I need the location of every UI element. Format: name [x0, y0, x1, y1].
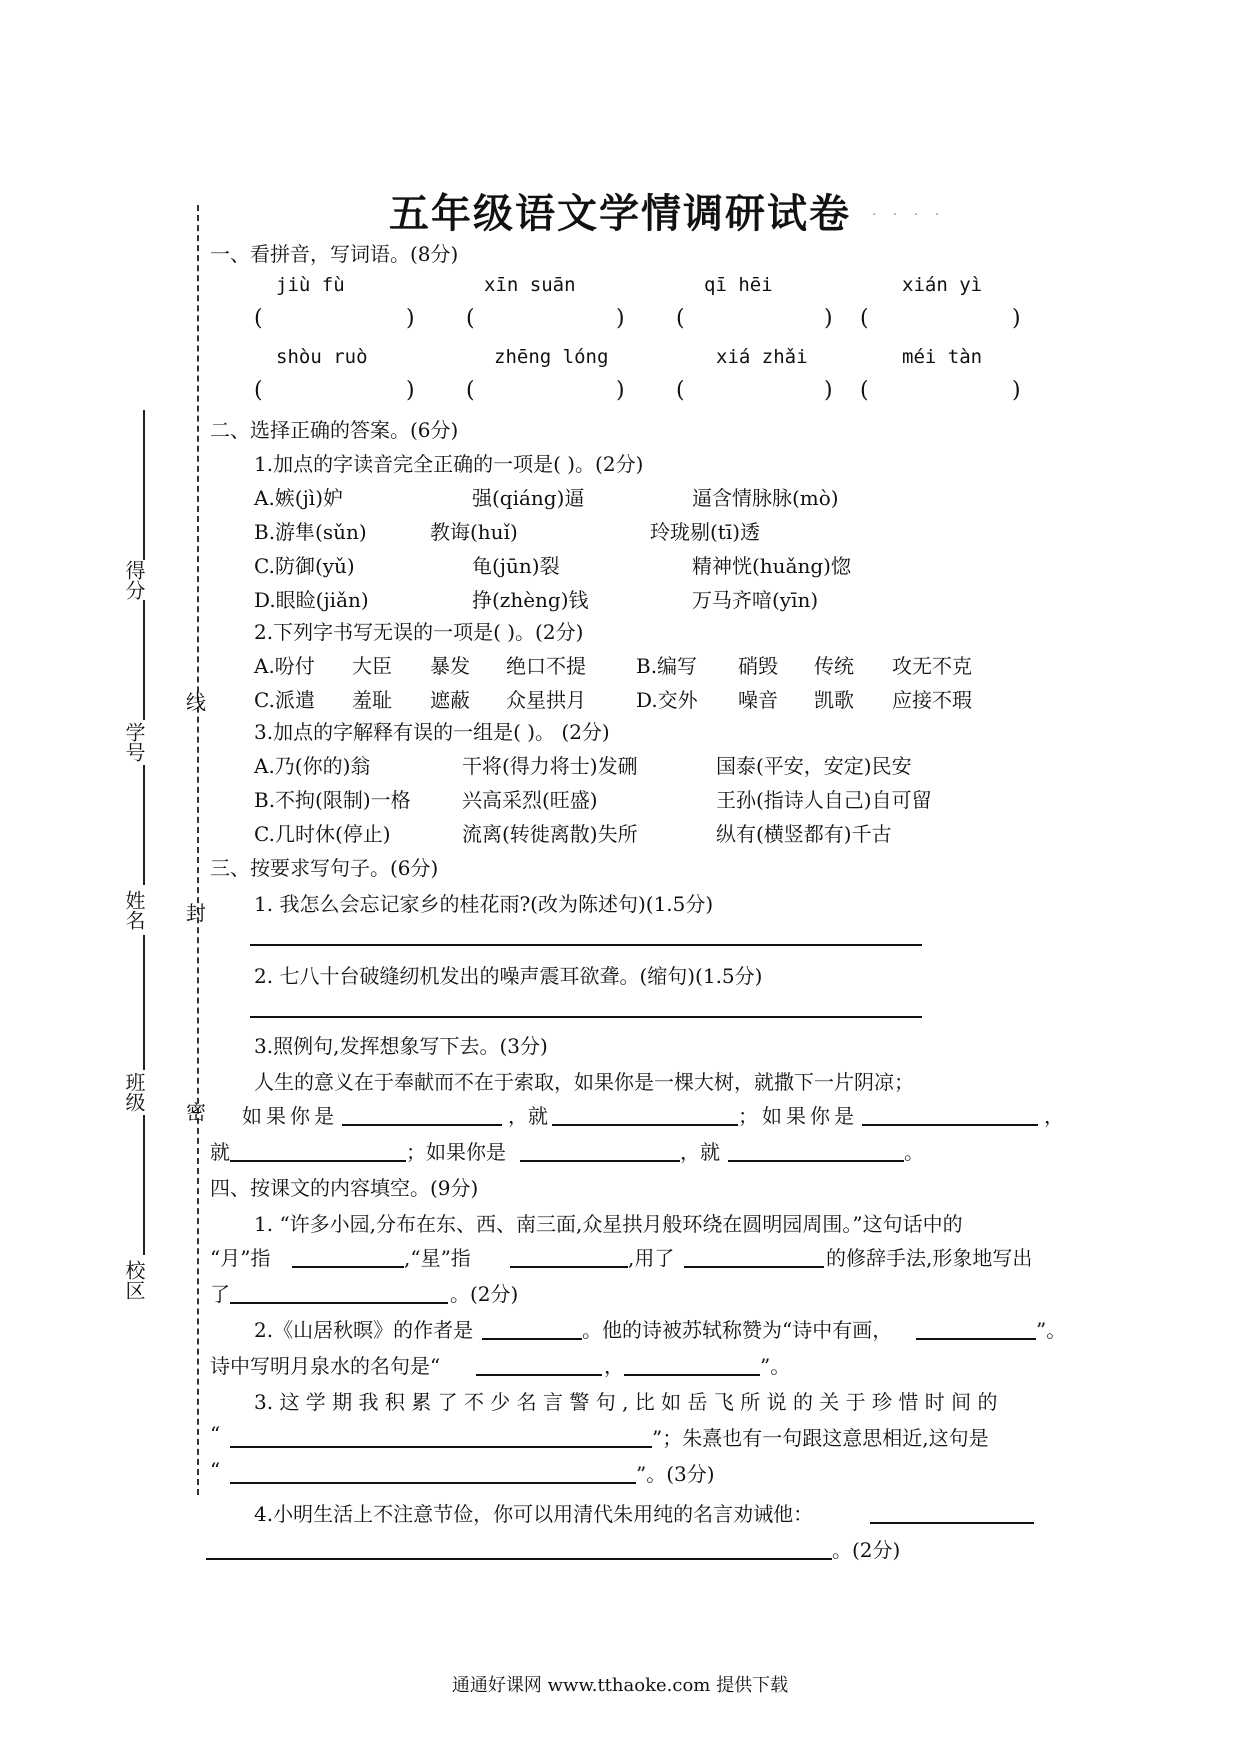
- option-text: 精神恍(huǎng)惚: [692, 554, 851, 578]
- seal-feng-char: 封: [186, 901, 206, 925]
- option-text: D.眼睑(jiǎn): [254, 588, 369, 612]
- answer-paren-close: ): [824, 306, 833, 331]
- side-label-student-no: 学号: [122, 722, 146, 762]
- option-text: 王孙(指诗人自己)自可留: [716, 788, 932, 812]
- option-word: B.编写: [636, 654, 698, 678]
- option-text: 玲珑剔(tī)透: [650, 520, 761, 544]
- example-sentence: 人生的意义在于奉献而不在于索取，如果你是一棵大树，就撒下一片阴凉；: [254, 1070, 914, 1094]
- option-text: 国泰(平安，安定)民安: [716, 754, 912, 778]
- fill-text: 如果你是: [242, 1104, 338, 1128]
- fill-blank: [206, 1558, 832, 1560]
- option-word: 暴发: [430, 654, 470, 678]
- option-text: 兴高采烈(旺盛): [462, 788, 598, 812]
- fill-blank: [476, 1374, 602, 1376]
- pinyin: jiù fù: [276, 274, 345, 296]
- side-label-class: 班级: [122, 1072, 146, 1112]
- fill-text: ，就: [508, 1104, 548, 1128]
- answer-line-3-2: [250, 1016, 922, 1018]
- fill-text: “: [210, 1422, 221, 1446]
- fill-text: 。: [904, 1140, 924, 1164]
- fill-blank: [728, 1160, 904, 1162]
- answer-paren-close: ): [824, 378, 833, 403]
- fill-blank: [510, 1266, 628, 1268]
- option-text: 挣(zhèng)钱: [472, 588, 589, 612]
- fill-blank: [624, 1374, 760, 1376]
- option-text: C.防御(yǔ): [254, 554, 355, 578]
- option-word: 噪音: [738, 688, 778, 712]
- question-3-1: 1. 我怎么会忘记家乡的桂花雨?(改为陈述句)(1.5分): [254, 892, 714, 916]
- fill-text: “月”指: [210, 1246, 271, 1270]
- page-title: 五年级语文学情调研试卷: [389, 190, 851, 237]
- question-2-1: 1.加点的字读音完全正确的一项是( )。(2分): [254, 452, 644, 476]
- option-word: C.派遣: [254, 688, 315, 712]
- answer-paren-close: ): [616, 306, 625, 331]
- answer-paren-open: (: [676, 306, 685, 331]
- pinyin: xiá zhǎi: [716, 346, 808, 368]
- question-3-3: 3.照例句,发挥想象写下去。(3分): [254, 1034, 548, 1058]
- fill-text: ”。: [760, 1354, 791, 1378]
- fill-text: 的修辞手法,形象地写出: [826, 1246, 1033, 1270]
- question-4-4: 4.小明生活上不注意节俭，你可以用清代朱用纯的名言劝诫他：: [254, 1502, 814, 1526]
- score-blank: [143, 410, 145, 560]
- option-word: 绝口不提: [506, 654, 586, 678]
- answer-paren-open: (: [860, 306, 869, 331]
- option-word: 攻无不克: [892, 654, 972, 678]
- fill-blank: [862, 1124, 1038, 1126]
- option-text: 逼含情脉脉(mò): [692, 486, 839, 510]
- answer-paren-open: (: [860, 378, 869, 403]
- question-2-3: 3.加点的字解释有误的一组是( )。 (2分): [254, 720, 610, 744]
- class-blank: [143, 935, 145, 1070]
- fill-blank: [230, 1160, 406, 1162]
- pinyin: méi tàn: [902, 346, 983, 368]
- pinyin: shòu ruò: [276, 346, 368, 368]
- fill-text: 了: [210, 1282, 230, 1306]
- fill-text: ；如果你是: [406, 1140, 506, 1164]
- answer-paren-open: (: [254, 378, 263, 403]
- fill-text: 。(2分): [832, 1538, 901, 1562]
- answer-paren-close: ): [616, 378, 625, 403]
- section-3-heading: 三、按要求写句子。(6分): [210, 856, 439, 880]
- pinyin: xīn suān: [484, 274, 576, 296]
- fill-text: ,“星”指: [404, 1246, 471, 1270]
- answer-paren-close: ): [406, 378, 415, 403]
- section-4-heading: 四、按课文的内容填空。(9分): [210, 1176, 479, 1200]
- option-text: 龟(jūn)裂: [472, 554, 560, 578]
- fill-text: ”；朱熹也有一句跟这意思相近,这句是: [652, 1426, 989, 1450]
- title-dots: · · · ·: [872, 207, 946, 223]
- fill-text: ”。(3分): [636, 1462, 715, 1486]
- name-blank: [143, 765, 145, 885]
- fill-text: ,用了: [628, 1246, 675, 1270]
- binding-dashed-line: [197, 205, 199, 1495]
- fill-blank: [552, 1124, 738, 1126]
- option-word: A.吩付: [254, 654, 315, 678]
- option-text: 强(qiáng)逼: [472, 486, 585, 510]
- campus-blank: [143, 1115, 145, 1255]
- fill-text: ；如果你是: [738, 1104, 858, 1128]
- fill-text: 2.《山居秋暝》的作者是: [254, 1318, 474, 1342]
- seal-mi-char: 密: [186, 1100, 206, 1124]
- answer-paren-open: (: [466, 306, 475, 331]
- fill-text: 就: [210, 1140, 230, 1164]
- fill-text: “: [210, 1458, 221, 1482]
- option-text: B.不拘(限制)一格: [254, 788, 411, 812]
- answer-paren-open: (: [466, 378, 475, 403]
- fill-text: 。(2分): [450, 1282, 519, 1306]
- pinyin: zhēng lóng: [494, 346, 609, 368]
- answer-paren-close: ): [1012, 306, 1021, 331]
- option-word: 硝毁: [738, 654, 778, 678]
- section-2-heading: 二、选择正确的答案。(6分): [210, 418, 459, 442]
- fill-blank: [230, 1302, 448, 1304]
- fill-blank: [230, 1482, 636, 1484]
- fill-text: ，: [604, 1354, 624, 1378]
- option-text: 干将(得力将士)发硎: [462, 754, 638, 778]
- side-label-score: 得分: [122, 560, 146, 600]
- pinyin: xián yì: [902, 274, 983, 296]
- option-word: 羞耻: [352, 688, 392, 712]
- answer-paren-close: ): [1012, 378, 1021, 403]
- fill-blank: [482, 1338, 582, 1340]
- student-no-blank: [143, 600, 145, 720]
- footer-source: 通通好课网 www.tthaoke.com 提供下载: [451, 1675, 789, 1696]
- fill-blank: [684, 1266, 824, 1268]
- seal-line-char: 线: [186, 690, 206, 714]
- fill-blank: [230, 1446, 652, 1448]
- option-text: 纵有(横竖都有)千古: [716, 822, 892, 846]
- answer-paren-close: ): [406, 306, 415, 331]
- option-word: 众星拱月: [506, 688, 586, 712]
- fill-blank: [342, 1124, 502, 1126]
- side-label-campus: 校区: [122, 1260, 146, 1300]
- option-word: 遮蔽: [430, 688, 470, 712]
- option-text: 流离(转徙离散)失所: [462, 822, 638, 846]
- fill-blank: [916, 1338, 1036, 1340]
- fill-blank: [520, 1160, 680, 1162]
- question-4-1: 1. “许多小园,分布在东、西、南三面,众星拱月般环绕在圆明园周围。”这句话中的: [254, 1212, 963, 1236]
- answer-line-3-1: [250, 944, 922, 946]
- option-text: 万马齐喑(yīn): [692, 588, 819, 612]
- option-word: 大臣: [352, 654, 392, 678]
- fill-text: 。他的诗被苏轼称赞为“诗中有画，: [582, 1318, 893, 1342]
- option-word: D.交外: [636, 688, 698, 712]
- answer-paren-open: (: [676, 378, 685, 403]
- question-2-2: 2.下列字书写无误的一项是( )。(2分): [254, 620, 584, 644]
- section-1-heading: 一、看拼音，写词语。(8分): [210, 242, 459, 266]
- option-word: 传统: [814, 654, 854, 678]
- option-word: 凯歌: [814, 688, 854, 712]
- option-text: A.乃(你的)翁: [254, 754, 371, 778]
- option-text: B.游隼(sǔn): [254, 520, 367, 544]
- option-word: 应接不瑕: [892, 688, 972, 712]
- fill-text: ”。: [1036, 1318, 1067, 1342]
- question-4-3: 3. 这 学 期 我 积 累 了 不 少 名 言 警 句 , 比 如 岳 飞 所 说 的 关 于 珍 惜 时 间 的: [254, 1390, 998, 1414]
- fill-blank: [292, 1266, 404, 1268]
- fill-text: ，就: [680, 1140, 720, 1164]
- question-3-2: 2. 七八十台破缝纫机发出的噪声震耳欲聋。(缩句)(1.5分): [254, 964, 763, 988]
- side-label-name: 姓名: [122, 890, 146, 930]
- option-text: C.几时休(停止): [254, 822, 391, 846]
- fill-text: ，: [1044, 1104, 1064, 1128]
- pinyin: qī hēi: [704, 274, 773, 296]
- option-text: A.嫉(jì)妒: [254, 486, 344, 510]
- option-text: 教诲(huǐ): [430, 520, 518, 544]
- answer-paren-open: (: [254, 306, 263, 331]
- fill-blank: [870, 1522, 1034, 1524]
- fill-text: 诗中写明月泉水的名句是“: [210, 1354, 441, 1378]
